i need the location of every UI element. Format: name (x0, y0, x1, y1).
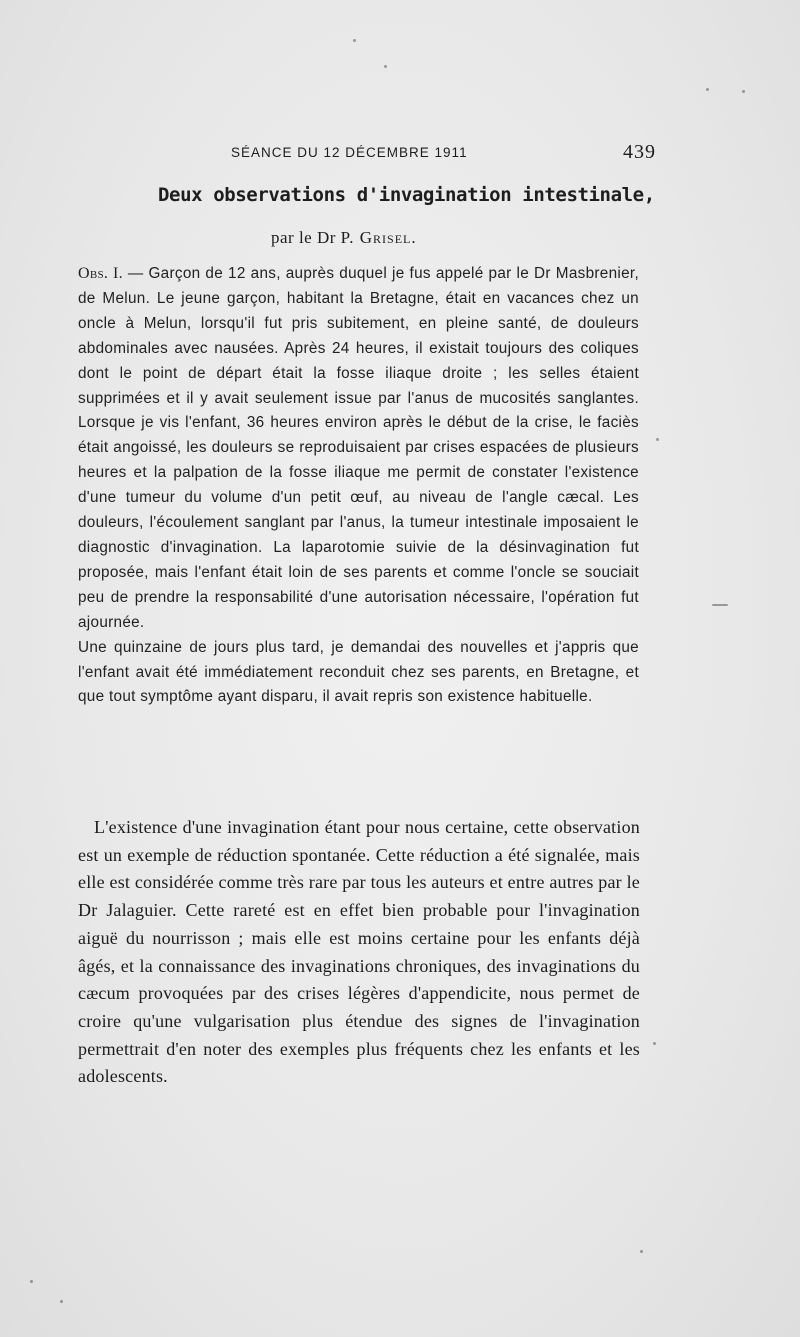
article-title: Deux observations d'invagination intestinale, (158, 184, 655, 206)
byline-prefix: par le Dr (271, 228, 336, 247)
observation-paragraph-2 (78, 636, 639, 711)
byline (271, 228, 417, 248)
observation-paragraph-1 (78, 262, 639, 636)
observation-label: Obs. I. (78, 265, 123, 282)
paper-speck (60, 1300, 63, 1303)
author-name: P. Grisel. (340, 228, 417, 247)
observation-block (78, 262, 639, 710)
page-number: 439 (623, 141, 656, 163)
paper-speck (712, 604, 728, 606)
paper-speck (30, 1280, 33, 1283)
commentary-paragraph: L'existence d'une invagination étant pour nous certaine, cette observation est un exemple de réduction spontanée. Cette réduction a été signalée, mais elle est considérée comme très rare par tous les auteurs et entre autres par le Dr Jalaguier. Cette rareté est en effet bien probable pour l'invagination aiguë du nourrisson ; mais elle est moins certaine pour les enfants déjà âgés, et la connaissance des invaginations chroniques, des invaginations du cæcum provoquées par des crises légères d'appendicite, nous permet de croire qu'une vulgarisation plus étendue des signes de l'invagination permettrait d'en noter des exemples plus fréquents chez les enfants et les adolescents. (78, 817, 640, 1087)
paper-speck (653, 1042, 656, 1045)
commentary-block (78, 814, 640, 1091)
observation-text-1: — Garçon de 12 ans, auprès duquel je fus appelé par le Dr Masbrenier, de Melun. Le jeune garçon, habitant la Bretagne, était en vacances chez un oncle à Melun, lorsqu'il fut pris subitement, en pleine santé, de douleurs abdominales avec nausées. Après 24 heures, il existait toujours des coliques dont le point de départ était la fosse iliaque droite ; les selles étaient supprimées et il y avait seulement issue par l'anus de mucosités sanglantes. Lorsque je vis l'enfant, 36 heures environ après le début de la crise, le faciès était angoissé, les douleurs se reproduisaient par crises espacées de plusieurs heures et la palpation de la fosse iliaque me permit de constater l'existence d'une tumeur du volume d'un petit œuf, au niveau de l'angle cæcal. Les douleurs, l'écoulement sanglant par l'anus, la tumeur intestinale imposaient le diagnostic d'invagination. La laparotomie suivie de la désinvagination fut proposée, mais l'enfant était loin de ses parents et comme l'oncle se souciait peu de prendre la responsabilité d'une autorisation nécessaire, l'opération fut ajournée. (78, 265, 640, 631)
page-header (231, 143, 671, 167)
paper-speck (384, 65, 387, 68)
paper-speck (656, 438, 659, 441)
paper-speck (640, 1250, 643, 1253)
running-head: SÉANCE DU 12 DÉCEMBRE 1911 (231, 145, 468, 160)
observation-text-2: Une quinzaine de jours plus tard, je demandai des nouvelles et j'appris que l'enfant avait été immédiatement reconduit chez ses parents, en Bretagne, et que tout symptôme ayant disparu, il avait repris son existence habituelle. (78, 638, 639, 706)
paper-speck (742, 90, 745, 93)
paper-speck (706, 88, 709, 91)
paper-speck (353, 39, 356, 42)
